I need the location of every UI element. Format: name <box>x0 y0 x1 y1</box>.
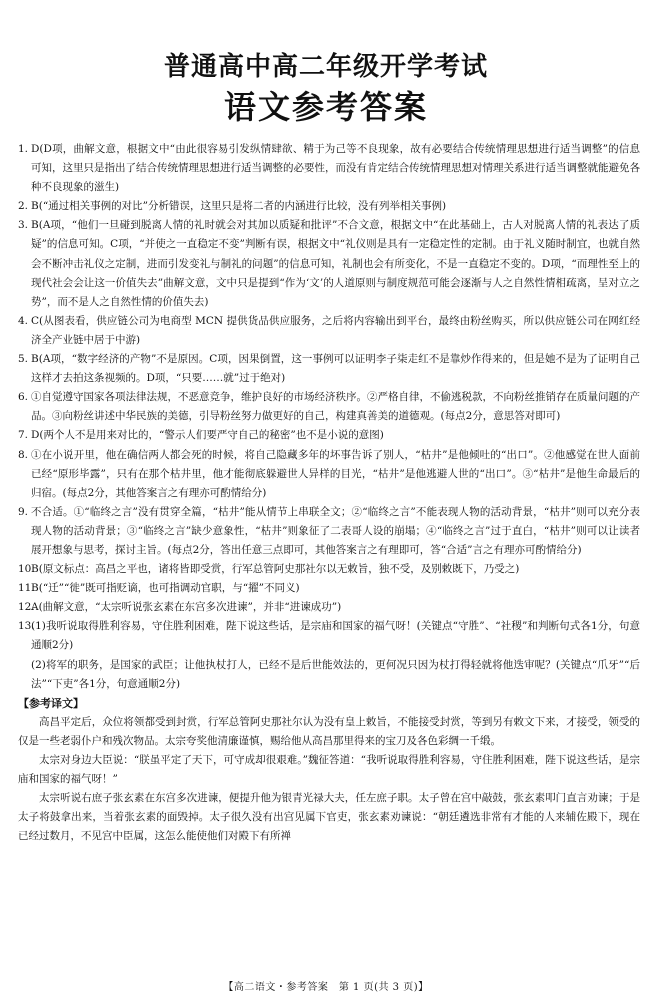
answer-item <box>18 617 640 655</box>
answer-item <box>18 197 640 216</box>
answer-text: D(D项，曲解文意，根据文中“由此很容易引发纵情肆欲、精于为己等不良现象，故有必要结合传统情理思想进行适当调整”的信息可知，这里只是指出了结合传统情理思想进行适当调整的必要性，而没有肯定结合传统情理思想对情理关系进行适当调整就能避免各种不良现象的滋生) <box>31 143 640 194</box>
answer-number: 6. <box>18 391 29 404</box>
answer-number: 8. <box>18 448 29 461</box>
answer-number: 7. <box>18 429 29 442</box>
answer-item <box>18 446 640 503</box>
answer-item <box>18 350 640 388</box>
translation-heading: 【参考译文】 <box>18 696 84 710</box>
answer-text: B(A项，“数字经济的产物”不是原因。C项，因果倒置，这一事例可以证明李子柒走红不是靠炒作得来的，但是她不是为了证明自己这样才去拍这条视频的。D项，“只要……就”过于绝对) <box>31 353 640 385</box>
answer-text: B(A项，“他们一旦碰到脱离人情的礼时就会对其加以质疑和批评”不合文意，根据文中“在此基础上，古人对脱离人情的礼表达了质疑”的信息可知。C项，“并使之一直稳定不变”判断有误，根据文中“礼仪则是具有一定稳定性的定制。由于礼义随时制宜，也就自然会不断冲击礼仪之定制，进而引发变礼与制礼的问题”的信息可知，礼制也会有所变化，不是一直稳定不变的。D项，“而理性至上的现代社会会让这一价值失去”曲解文意，文中只是提到“作为‘文’的人道原则与制度规范可能会逐渐与人之自然性情相疏离，呈对立之势”，而不是人之自然性情的价值失去) <box>31 219 640 308</box>
answer-number: 10. <box>18 563 35 576</box>
answer-item <box>18 503 640 560</box>
answer-number: 3. <box>18 219 29 232</box>
document-title: 普通高中高二年级开学考试 <box>163 52 488 82</box>
answer-text: ①自觉遵守国家各项法律法规，不恶意竞争，维护良好的市场经济秩序。②严格自律，不偷逃税款，不向粉丝推销存在质量问题的产品。③向粉丝讲述中华民族的美德，引导粉丝努力做更好的自己，构建真善美的道德观。(每点2分，意思答对即可) <box>31 391 640 423</box>
answer-content <box>18 140 640 846</box>
answer-item <box>18 216 640 311</box>
translation-paragraph: 太宗听说右庶子张玄素在东宫多次进谏，便提升他为银青光禄大夫，任左庶子职。太子曾在宫中敲鼓，张玄素叩门直言劝谏；于是太子将鼓拿出来，当着张玄素的面毁掉。太子很久没有出宫见属下官吏，张玄素劝谏说：“朝廷遴选非常有才能的人来辅佐殿下，现在已经过数月，不见宫中臣属，这怎么能使他们对殿下有所禅 <box>18 792 640 843</box>
answer-item <box>18 426 640 445</box>
answer-number: 5. <box>18 353 29 366</box>
answer-text: B(原文标点：高昌之平也，诸将皆即受赏，行军总管阿史那社尔以无敕旨，独不受，及别敕既下，乃受之) <box>31 563 520 576</box>
answer-number: 9. <box>18 505 29 518</box>
page-footer: 【高二语文・参考答案 第 1 页(共 3 页)】 <box>223 982 429 993</box>
answer-text: ①在小说开里，他在确信两人都会死的时候，将自己隐藏多年的坏事告诉了别人，“枯井”是他倾吐的“出口”。②他感觉在世人面前已经“原形毕露”，只有在那个枯井里，他才能彻底躲避世人异样的目光，“枯井”是他逃避人世的“出口”。③“枯井”是他生命最后的归宿。(每点2分，其他答案言之有理亦可酌情给分) <box>31 448 640 499</box>
answer-item <box>18 388 640 426</box>
answer-number: 11. <box>18 582 35 595</box>
answer-item <box>18 312 640 350</box>
translation-paragraph: 高昌平定后，众位将领都受到封赏，行军总管阿史那社尔认为没有皇上敕旨，不能接受封赏，等到另有敕文下来，才接受，领受的仅是一些老弱仆户和残次物品。太宗夸奖他清廉谨慎，赐给他从高昌那里得来的宝刀及各色彩绸一千缎。 <box>18 715 640 747</box>
answer-text: B(“迁”“徙”既可指贬谪，也可指调动官职，与“擢”不同义) <box>31 582 300 595</box>
answer-number: 4. <box>18 314 29 327</box>
answer-text: C(从图表看，供应链公司为电商型 MCN 提供货品供应服务，之后将内容输出到平台，最终由粉丝购买，所以供应链公司在网红经济全产业链中居于中游) <box>31 314 640 346</box>
translation-paragraph: 太宗对身边大臣说：“朕虽平定了天下，可守成却很艰难。”魏征答道：“我听说取得胜利容易，守住胜利困难，陛下说这些话，是宗庙和国家的福气呀！” <box>18 754 640 786</box>
answer-subitem: (2)将军的职务，是国家的武臣；让他执杖打人，已经不是后世能效法的，更何况只因为杖打得轻就将他迭审呢？(关键点“爪牙”“后法”“下吏”各1分，句意通顺2分) <box>31 658 640 690</box>
answer-text: B(“通过相关事例的对比”分析错误，这里只是将二者的内涵进行比较，没有列举相关事例) <box>31 200 447 213</box>
answer-item <box>18 598 640 617</box>
answer-number: 12. <box>18 601 35 614</box>
document-subtitle: 语文参考答案 <box>223 88 428 126</box>
answer-item <box>18 579 640 598</box>
answer-item <box>18 560 640 579</box>
answer-number: 1. <box>18 143 29 155</box>
answer-text: (1)我听说取得胜利容易，守住胜利困难，陛下说这些话，是宗庙和国家的福气呀！(关键点“守胜”、“社稷”和判断句式各1分，句意通顺2分) <box>31 620 640 652</box>
answer-number: 13. <box>18 620 35 633</box>
answer-item <box>18 140 640 197</box>
answer-text: A(曲解文意，“太宗听说张玄素在东宫多次进谏”，并非“进谏成功”) <box>31 601 342 614</box>
answer-number: 2. <box>18 200 29 213</box>
answer-text: 不合适。①“临终之言”没有贯穿全篇，“枯井”能从情节上串联全文；②“临终之言”不能表现人物的活动背景，“枯井”则可以充分表现人物的活动背景；③“临终之言”缺少意象性，“枯井”则象征了二表哥人设的崩塌；④“临终之言”过于直白，“枯井”则可以让读者展开想象与思考，探讨主旨。(每点2分，答出任意三点即可，其他答案言之有理即可，答“合适”言之有理亦可酌情给分) <box>31 505 640 556</box>
answer-text: D(两个人不是用来对比的，“警示人们要严守自己的秘密”也不是小说的意图) <box>31 429 384 442</box>
